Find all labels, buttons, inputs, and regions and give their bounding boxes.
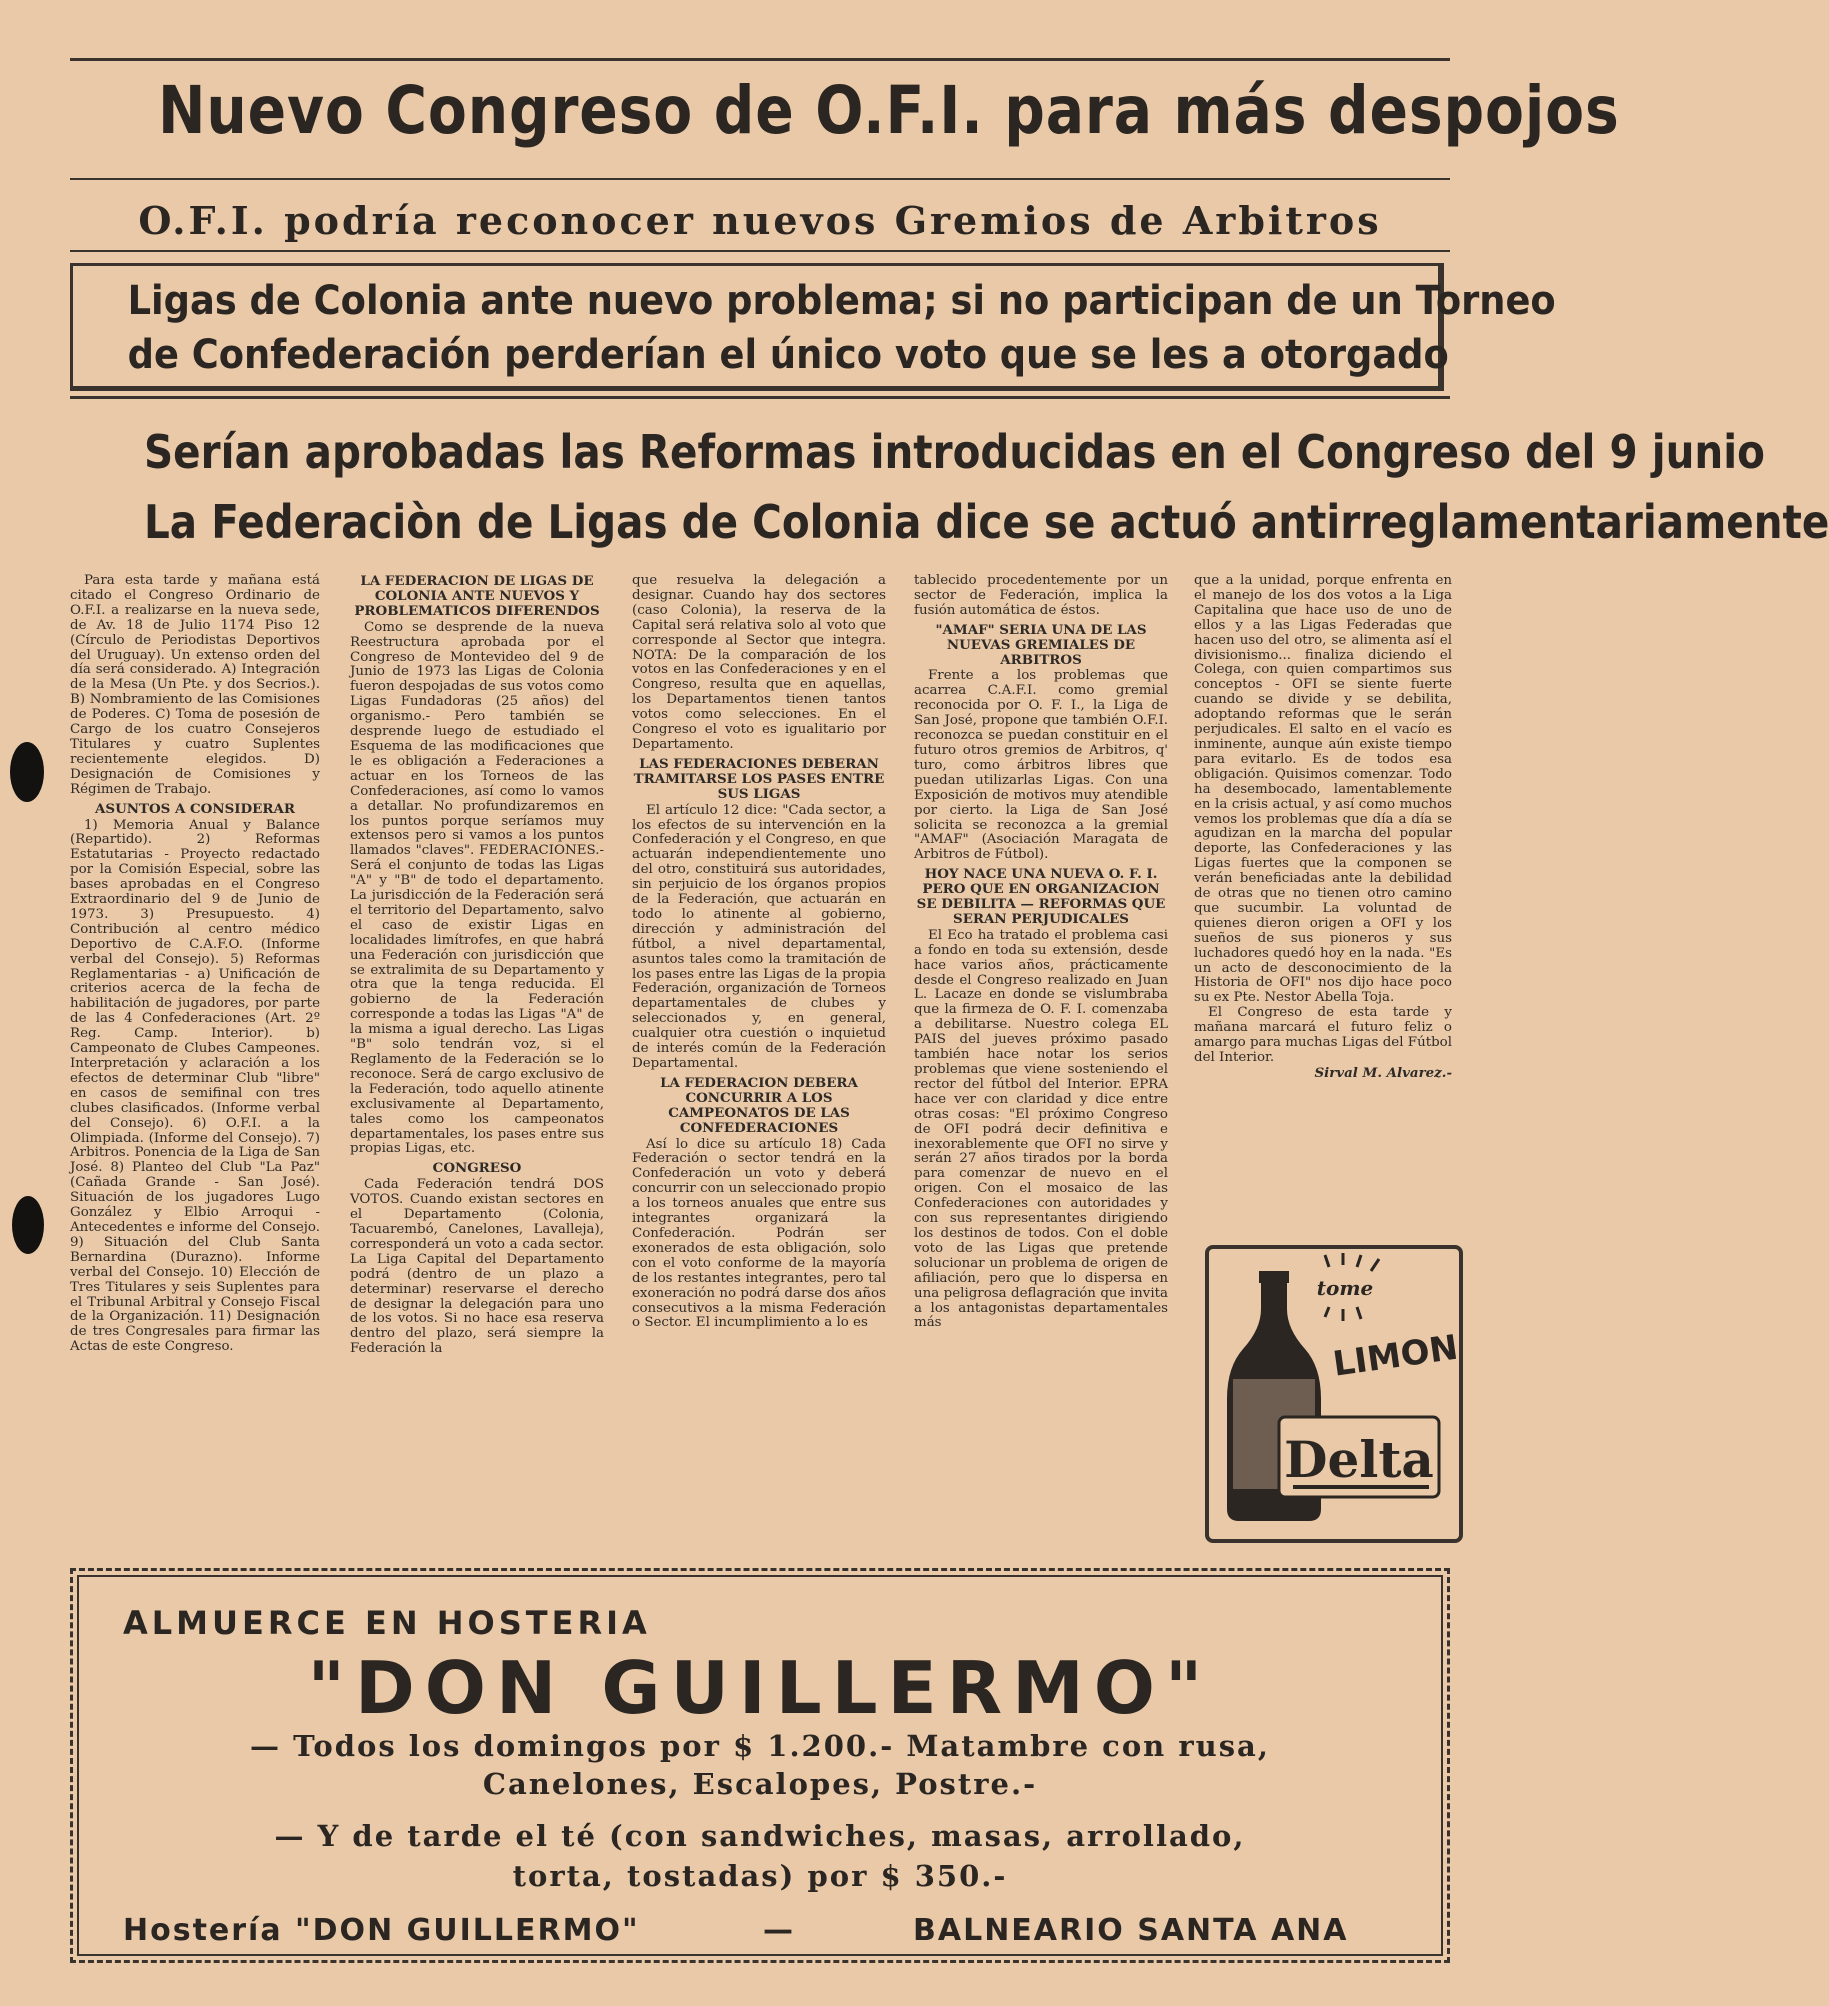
article-column-3: [632, 574, 886, 1331]
boxed-headline-line2: de Confederación perderían el único voto que se les a otorgado: [127, 332, 1449, 378]
delta-ad-brand: Delta: [1284, 1430, 1434, 1489]
boxed-headline: [70, 263, 1556, 391]
hosteria-ad-te-price: torta, tostadas) por $ 350.-: [512, 1859, 1008, 1893]
col4-paragraph-eco: El Eco ha tratado el problema casi a fondo en toda su extensión, desde hace varios años, prácticamente desde el Congreso realizado en Juan L. Lacaze en donde se vislumbraba que la firmeza de O. F. I. comenzaba a debilitarse. Nuestro colega EL PAIS del jueves próximo pasado también hace notar los serios problemas que viene sosteniendo el rector del fútbol del Interior. EPRA hace ver con claridad y dice entre otras cosas: "El próximo Congreso de OFI podrá decir definitiva e inexorablemente que OFI no sirve y serán 27 años tirados por la borda para comenzar de nuevo en el origen. Con el mosaico de las Confederaciones con autoridades y con sus representantes dirigiendo los destinos de todos. Con el doble voto de las Ligas que pretende solucionar un problema de origen de afiliación, pero que lo dispersa en una peligrosa deflagración que invita a los antagonistas departamentales más: [914, 927, 1168, 1331]
author-signature: Sirval M. Alvarez.-: [1314, 1064, 1452, 1081]
subheadline: O.F.I. podría reconocer nuevos Gremios de Arbitros: [138, 198, 1382, 243]
col2-subhead-federacion: LA FEDERACION DE LIGAS DE COLONIA ANTE NUEVOS Y PROBLEMATICOS DIFERENDOS: [354, 573, 600, 619]
hosteria-ad-almuerce: ALMUERCE EN HOSTERIA: [123, 1604, 651, 1642]
binding-hole-bottom: [12, 1196, 44, 1254]
delta-limon-ad: [1205, 1245, 1463, 1543]
boxed-headline-line1: Ligas de Colonia ante nuevo problema; si no participan de un Torneo: [127, 278, 1556, 324]
col2-paragraph-reestructura: Como se desprende de la nueva Reestructura aprobada por el Congreso de Montevideo del 9 de Junio de 1973 las Ligas de Colonia fueron despojadas de sus votos como Ligas Fundadoras (25 años) del organismo.- Pero también se desprende luego de estudiado el Esquema de las modificaciones que le es obligación a Federaciones a actuar en los Torneos de las Confederaciones, así como lo vamos a detallar. No profundizaremos en los puntos porque seríamos muy extensos pero si vamos a los puntos llamados "claves". FEDERACIONES.- Será el conjunto de todas las Ligas "A" y "B" de todo el departamento. La jurisdicción de la Federación será el territorio del Departamento, salvo el caso de existir Ligas en localidades limítrofes, en que habrá una Federación con jurisdicción que se extralimita de su Departamento y otra que la tenga reducida. El gobierno de la Federación corresponde a todas las Ligas "A" de la misma a igual derecho. Las Ligas "B" solo tendrán voz, si el Reglamento de la Federación se lo reconoce. Será de cargo exclusivo de la Federación, todo aquello atinente exclusivamente al Departamento, tales como los campeonatos departamentales, los pases entre sus propias Ligas, etc.: [350, 619, 604, 1157]
col1-subhead-asuntos: ASUNTOS A CONSIDERAR: [95, 800, 295, 817]
hosteria-ad-footer-location: BALNEARIO SANTA ANA: [913, 1913, 1349, 1948]
col3-subhead-campeonatos: LA FEDERACION DEBERA CONCURRIR A LOS CAMPEONATOS DE LAS CONFEDERACIONES: [660, 1074, 858, 1136]
col1-paragraph-agenda: 1) Memoria Anual y Balance (Repartido). 2) Reformas Estatutarias - Proyecto redactado por la Comisión Especial, sobre las bases aprobadas en el Congreso Extraordinario del 9 de Junio de 1973. 3) Presupuesto. 4) Contribución al centro médico Deportivo de C.A.F.O. (Informe verbal del Consejo). 5) Reformas Reglamentarias - a) Unificación de criterios acerca de la fecha de habilitación de jugadores, por parte de las 4 Confederaciones (Art. 2º Reg. Camp. Interior). b) Campeonato de Clubes Campeones. Interpretación y aclaración a los efectos de determinar Club "libre" en casos de semifinal con tres clubes clasificados. (Informe verbal del Consejo). 6) O.F.I. a la Olimpiada. (Informe del Consejo). 7) Arbitros. Ponencia de la Liga de San José. 8) Planteo del Club "La Paz" (Cañada Grande - San José). Situación de los jugadores Lugo González y Elbio Arroqui - Antecedentes e informe del Consejo. 9) Situación del Club Santa Bernardina (Durazno). Informe verbal del Consejo. 10) Elección de Tres Titulares y seis Suplentes para el Tribunal Arbitral y Consejo Fiscal de la Organización. 11) Designación de tres Congresales para firmar las Actas de este Congreso.: [70, 817, 320, 1355]
deck-line2: La Federaciòn de Ligas de Colonia dice se actuó antirreglamentariamente: [144, 495, 1829, 549]
col3-paragraph-articulo12: El artículo 12 dice: "Cada sector, a los efectos de su intervención en la Confederación y el Congreso, en que actuarán independientemente uno del otro, constituirá sus autoridades, sin perjuicio de los órganos propios de la Federación, que actuarán en todo lo atinente al gobierno, dirección y administración del fútbol, a nivel departamental, asuntos tales como la tramitación de los pases entre las Ligas de la propia Federación, organización de Torneos departamentales de clubes y seleccionados y, en general, cualquier otra cuestión o inquietud de interés común de la Federación Departamental.: [632, 802, 886, 1071]
article-column-2: [350, 574, 604, 1357]
boxed-rule: [70, 396, 1450, 399]
hosteria-ad-domingos: — Todos los domingos por $ 1.200.- Matambre con rusa,: [250, 1729, 1270, 1763]
binding-hole-top: [10, 742, 44, 802]
article-column-1: [70, 574, 320, 1355]
col1-paragraph-intro: Para esta tarde y mañana está citado el Congreso Ordinario de O.F.I. a realizarse en la nueva sede, de Av. 18 de Julio 1174 Piso 12 (Círculo de Periodistas Deportivos del Uruguay). Un extenso orden del día será considerado. A) Integración de la Mesa (Un Pte. y dos Secrios.). B) Nombramiento de las Comisiones de Poderes. C) Toma de posesión de Cargo de los cuatro Consejeros Titulares y cuatro Suplentes recientemente elegidos. D) Designación de Comisiones y Régimen de Trabajo.: [70, 573, 320, 797]
col4-paragraph-amaf: Frente a los problemas que acarrea C.A.F.I. como gremial reconocida por O. F. I., la Liga de San José, propone que también O.F.I. reconozca se puedan constituir en el futuro otros gremios de Arbitros, q' turo, como árbitros libres que puedan utilizarlas Ligas. Con una Exposición de motivos muy atendible por cierto. la Liga de San José solicita se reconozca a la gremial "AMAF" (Asociación Maragata de Arbitros de Fútbol).: [914, 668, 1168, 863]
top-rule: [70, 58, 1450, 61]
col4-subhead-amaf: "AMAF" SERIA UNA DE LAS NUEVAS GREMIALES DE ARBITROS: [935, 621, 1147, 668]
delta-ad-tome: tome: [1316, 1276, 1374, 1300]
subhead-rule: [70, 250, 1450, 252]
hosteria-ad-footer-name: Hostería "DON GUILLERMO": [123, 1913, 640, 1948]
col2-paragraph-congreso: Cada Federación tendrá DOS VOTOS. Cuando existan sectores en el Departamento (Colonia, Tacuarembó, Canelones, Lavalleja), corresponderá un voto a cada sector. La Liga Capital del Departamento podrá (dentro de un plazo a determinar) reservarse el derecho de designar la delegación para uno de los votos. Si no hace esa reserva dentro del plazo, será siempre la Federación la: [350, 1177, 604, 1357]
hosteria-ad-footer-dash: —: [763, 1913, 795, 1948]
col3-paragraph-delegacion: que resuelva la delegación a designar. Cuando hay dos sectores (caso Colonia), la reserva de la Capital será relativa solo al voto que corresponde al Sector que integra. NOTA: De la comparación de los votos en las Confederaciones y en el Congreso, resulta que en aquellas, los Departamentos tienen tantos votos como selecciones. En el Congreso el voto es igualitario por Departamento.: [632, 573, 886, 752]
hosteria-ad-name: "DON GUILLERMO": [307, 1646, 1213, 1730]
col3-subhead-pases: LAS FEDERACIONES DEBERAN TRAMITARSE LOS PASES ENTRE SUS LIGAS: [633, 755, 885, 802]
headline-rule: [70, 178, 1450, 180]
article-column-5: [1194, 574, 1452, 1081]
col5-paragraph-futuro: El Congreso de esta tarde y mañana marcará el futuro feliz o amargo para muchas Ligas del Fútbol del Interior.: [1194, 1005, 1452, 1065]
col3-paragraph-articulo18: Así lo dice su artículo 18) Cada Federación o sector tendrá en la Confederación un voto y deberá concurrir con un seleccionado propio a los torneos anuales que entre sus integrantes organizará la Confederación. Podrán ser exonerados de esta obligación, solo con el voto conforme de la mayoría de los restantes integrantes, pero tal exoneración no podrá darse dos años consecutivos a la misma Federación o Sector. El incumplimiento a lo es: [632, 1136, 886, 1331]
col2-subhead-congreso: CONGRESO: [432, 1160, 522, 1177]
col5-paragraph-unidad: que a la unidad, porque enfrenta en el manejo de los dos votos a la Liga Capitalina que hace uso de uno de ellos y a las Ligas Federadas que hacen uso del otro, se alimenta así el divisionismo... finaliza diciendo el Colega, con quien compartimos sus conceptos - OFI se siente fuerte cuando se divide y se debilita, adoptando reformas que le serán perjudicales. El salto en el vacío es inminente, aunque aún existe tiempo para evitarlo. Es de todos esa obligación. Quisimos comenzar. Todo ha desembocado, lamentablemente en la crisis actual, y así como muchos vemos los problemas que día a día se agudizan en la marcha del popular deporte, las Confederaciones y las Ligas fuertes que la componen se verán beneficiadas ante la debilidad de otras que no tienen otro camino que sucumbir. La voluntad de quienes dieron origen a OFI y los sueños de sus pioneros y sus luchadores quedó hoy en la nada. "Es un acto de desconocimiento de la Historia de OFI" nos dijo hace poco su ex Pte. Nestor Abella Toja.: [1194, 573, 1452, 1006]
delta-ad-limon: LIMON: [1330, 1327, 1461, 1385]
hosteria-don-guillermo-ad: [70, 1568, 1450, 1963]
hosteria-ad-menu: Canelones, Escalopes, Postre.-: [482, 1767, 1038, 1801]
main-headline: Nuevo Congreso de O.F.I. para más despojos: [158, 72, 1620, 149]
deck-line1: Serían aprobadas las Reformas introducidas en el Congreso del 9 junio: [144, 425, 1765, 479]
col4-subhead-nueva-ofi: HOY NACE UNA NUEVA O. F. I. PERO QUE EN ORGANIZACION SE DEBILITA — REFORMAS QUE SERAN PERJUDICALES: [916, 866, 1166, 927]
article-column-4: [914, 574, 1168, 1331]
delta-bottle-illustration: [1209, 1249, 1459, 1539]
col4-paragraph-fusion: tablecido procedentemente por un sector de Federación, implica la fusión automática de éstos.: [914, 573, 1168, 618]
hosteria-ad-te: — Y de tarde el té (con sandwiches, masas, arrollado,: [274, 1819, 1246, 1853]
